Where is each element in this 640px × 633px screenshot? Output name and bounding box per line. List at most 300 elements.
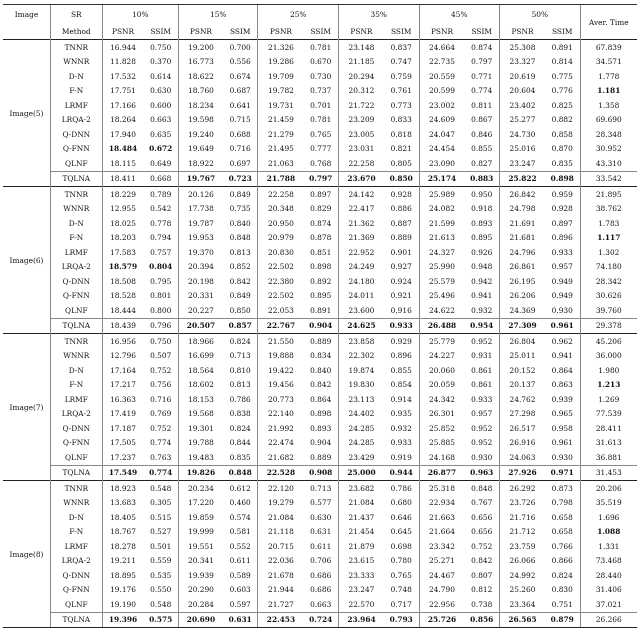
- ssim-cell: 0.501: [150, 541, 172, 551]
- ssim-cell: 0.932: [471, 305, 493, 315]
- psnr-cell: 22.258: [339, 156, 384, 171]
- table-row: [3, 156, 637, 171]
- psnr-cell: 21.664: [419, 525, 464, 540]
- psnr-cell: 21.063: [258, 156, 303, 171]
- ssim-cell: 0.771: [471, 71, 493, 81]
- ssim-cell: 0.957: [551, 262, 573, 272]
- psnr-cell: 24.609: [419, 113, 464, 128]
- method-name: WNNR: [50, 349, 102, 364]
- time-cell: 1.358: [580, 98, 637, 113]
- method-name: D-N: [50, 510, 102, 525]
- psnr-cell: 20.331: [179, 289, 223, 304]
- psnr-cell: 17.738: [179, 202, 223, 217]
- psnr-cell: 24.180: [339, 274, 384, 289]
- ssim-cell: 0.878: [310, 233, 332, 243]
- ssim-cell: 0.858: [551, 129, 573, 139]
- ssim-cell: 0.924: [390, 276, 412, 286]
- psnr-cell: 19.999: [179, 525, 223, 540]
- psnr-cell: 20.312: [339, 84, 384, 99]
- psnr-cell: 23.005: [339, 127, 384, 142]
- table-row: [3, 84, 637, 99]
- time-cell: 20.206: [580, 481, 637, 496]
- ssim-cell: 0.897: [551, 218, 573, 228]
- ssim-cell: 0.603: [229, 585, 251, 595]
- psnr-cell: 22.474: [258, 436, 303, 451]
- ssim-cell: 0.767: [471, 498, 493, 508]
- ssim-cell: 0.735: [229, 204, 251, 214]
- image-group-label: Image(6): [3, 187, 50, 334]
- psnr-cell: 21.495: [258, 142, 303, 157]
- psnr-cell: 22.417: [339, 202, 384, 217]
- psnr-cell: 21.084: [258, 510, 303, 525]
- ssim-cell: 0.895: [471, 233, 493, 243]
- psnr-cell: 24.798: [500, 202, 545, 217]
- psnr-cell: 22.036: [258, 554, 303, 569]
- ssim-cell: 0.805: [390, 158, 412, 168]
- ssim-cell: 0.931: [471, 351, 493, 361]
- ssim-cell: 0.848: [223, 465, 258, 481]
- ssim-cell: 0.891: [545, 40, 580, 55]
- time-cell: 77.539: [580, 407, 637, 422]
- ssim-cell: 0.889: [303, 334, 338, 349]
- ssim-cell: 0.921: [390, 291, 412, 301]
- psnr-cell: 25.885: [419, 436, 464, 451]
- ssim-cell: 0.686: [310, 570, 332, 580]
- ssim-cell: 0.752: [150, 365, 172, 375]
- rate-header-15: 15%: [179, 5, 258, 24]
- psnr-cell: 20.126: [179, 187, 223, 202]
- ssim-cell: 0.810: [229, 365, 251, 375]
- method-name: WNNR: [50, 202, 102, 217]
- ssim-cell: 0.952: [464, 334, 499, 349]
- ssim-cell: 0.935: [390, 409, 412, 419]
- ssim-cell: 0.908: [303, 465, 338, 481]
- ssim-header: SSIM: [310, 26, 331, 36]
- ssim-cell: 0.926: [471, 247, 493, 257]
- table-row: [3, 216, 637, 231]
- ssim-cell: 0.957: [471, 409, 493, 419]
- ssim-cell: 0.933: [390, 438, 412, 448]
- psnr-cell: 22.380: [258, 274, 303, 289]
- ssim-cell: 0.646: [390, 512, 412, 522]
- psnr-cell: 24.047: [419, 127, 464, 142]
- psnr-cell: 20.950: [258, 216, 303, 231]
- method-name: TNNR: [50, 334, 102, 349]
- ssim-cell: 0.949: [551, 276, 573, 286]
- table-row: [3, 334, 637, 349]
- psnr-cell: 18.405: [102, 510, 143, 525]
- method-name: QLNF: [50, 597, 102, 612]
- ssim-cell: 0.874: [464, 40, 499, 55]
- psnr-cell: 18.115: [102, 156, 143, 171]
- psnr-cell: 20.290: [179, 583, 223, 598]
- ssim-cell: 0.898: [310, 262, 332, 272]
- sr-header: SR: [50, 5, 102, 24]
- psnr-cell: 17.187: [102, 421, 143, 436]
- psnr-header: PSNR: [258, 23, 303, 40]
- time-cell: 67.839: [580, 40, 637, 55]
- psnr-cell: 24.454: [419, 142, 464, 157]
- ssim-cell: 0.680: [390, 498, 412, 508]
- psnr-cell: 20.604: [500, 84, 545, 99]
- ssim-cell: 0.850: [229, 305, 251, 315]
- method-name: WNNR: [50, 55, 102, 70]
- psnr-cell: 19.826: [179, 465, 223, 481]
- time-cell: 28.342: [580, 274, 637, 289]
- ssim-cell: 0.781: [310, 115, 332, 125]
- psnr-cell: 26.195: [500, 274, 545, 289]
- ssim-cell: 0.688: [229, 129, 251, 139]
- ssim-cell: 0.630: [310, 512, 332, 522]
- ssim-cell: 0.776: [551, 86, 573, 96]
- time-cell: 1.302: [580, 245, 637, 260]
- method-name: D-N: [50, 69, 102, 84]
- method-name: TNNR: [50, 187, 102, 202]
- ssim-cell: 0.612: [223, 481, 258, 496]
- ssim-header: SSIM: [229, 26, 251, 36]
- psnr-cell: 17.237: [102, 450, 143, 465]
- psnr-cell: 25.990: [419, 260, 464, 275]
- psnr-cell: 21.681: [500, 231, 545, 246]
- ssim-cell: 0.769: [150, 409, 172, 419]
- psnr-cell: 22.258: [258, 187, 303, 202]
- ssim-cell: 0.882: [551, 115, 573, 125]
- time-cell: 1.778: [580, 69, 637, 84]
- psnr-cell: 19.396: [102, 612, 143, 628]
- psnr-cell: 25.277: [500, 113, 545, 128]
- ssim-cell: 0.818: [390, 129, 412, 139]
- psnr-cell: 24.622: [419, 303, 464, 318]
- ssim-cell: 0.844: [229, 438, 251, 448]
- ssim-cell: 0.730: [310, 71, 332, 81]
- table-row: [3, 98, 637, 113]
- ssim-cell: 0.919: [390, 452, 412, 462]
- psnr-cell: 22.120: [258, 481, 303, 496]
- psnr-cell: 27.309: [500, 318, 545, 334]
- ssim-cell: 0.737: [310, 86, 332, 96]
- psnr-cell: 24.342: [419, 392, 464, 407]
- psnr-cell: 21.599: [419, 216, 464, 231]
- psnr-cell: 19.830: [339, 378, 384, 393]
- table-row: [3, 231, 637, 246]
- ssim-cell: 0.942: [471, 276, 493, 286]
- ssim-cell: 0.614: [150, 71, 172, 81]
- ssim-cell: 0.670: [310, 57, 332, 67]
- psnr-cell: 19.888: [258, 349, 303, 364]
- psnr-cell: 22.956: [419, 597, 464, 612]
- psnr-cell: 19.240: [179, 127, 223, 142]
- ssim-cell: 0.370: [150, 57, 172, 67]
- ssim-cell: 0.963: [464, 465, 499, 481]
- psnr-cell: 19.731: [258, 98, 303, 113]
- ssim-cell: 0.930: [471, 452, 493, 462]
- time-cell: 1.269: [580, 392, 637, 407]
- ssim-cell: 0.600: [150, 100, 172, 110]
- psnr-cell: 20.152: [500, 363, 545, 378]
- ssim-cell: 0.857: [223, 318, 258, 334]
- method-name: LRMF: [50, 392, 102, 407]
- psnr-cell: 23.342: [419, 539, 464, 554]
- ssim-cell: 0.928: [551, 204, 573, 214]
- time-cell: 38.762: [580, 202, 637, 217]
- table-row: [3, 113, 637, 128]
- image-header: Image: [3, 5, 50, 24]
- ssim-cell: 0.611: [229, 556, 251, 566]
- table-row: [3, 274, 637, 289]
- psnr-cell: 18.564: [179, 363, 223, 378]
- ssim-cell: 0.962: [545, 334, 580, 349]
- psnr-cell: 20.715: [258, 539, 303, 554]
- table-row: [3, 583, 637, 598]
- method-name: Q-DNN: [50, 127, 102, 142]
- ssim-cell: 0.883: [464, 171, 499, 187]
- psnr-cell: 20.559: [419, 69, 464, 84]
- ssim-cell: 0.748: [390, 585, 412, 595]
- time-cell: 35.519: [580, 496, 637, 511]
- psnr-cell: 22.570: [339, 597, 384, 612]
- psnr-cell: 18.278: [102, 539, 143, 554]
- psnr-cell: 17.166: [102, 98, 143, 113]
- psnr-cell: 17.505: [102, 436, 143, 451]
- ssim-cell: 0.697: [229, 158, 251, 168]
- psnr-cell: 17.940: [102, 127, 143, 142]
- psnr-cell: 22.735: [419, 55, 464, 70]
- ssim-cell: 0.542: [150, 204, 172, 214]
- psnr-cell: 20.690: [179, 612, 223, 628]
- psnr-cell: 17.217: [102, 378, 143, 393]
- psnr-cell: 21.084: [339, 496, 384, 511]
- psnr-cell: 23.964: [339, 612, 384, 628]
- psnr-cell: 17.532: [102, 69, 143, 84]
- ssim-cell: 0.893: [310, 423, 332, 433]
- ssim-cell: 0.856: [464, 612, 499, 628]
- psnr-cell: 25.000: [339, 465, 384, 481]
- ssim-cell: 0.837: [384, 40, 419, 55]
- psnr-cell: 22.140: [258, 407, 303, 422]
- ssim-cell: 0.305: [150, 498, 172, 508]
- method-name: F-N: [50, 525, 102, 540]
- ssim-cell: 0.645: [390, 527, 412, 537]
- table-row: [3, 171, 637, 187]
- ssim-cell: 0.891: [310, 305, 332, 315]
- method-name: F-N: [50, 231, 102, 246]
- ssim-cell: 0.656: [471, 512, 493, 522]
- table-row: [3, 450, 637, 465]
- ssim-cell: 0.904: [310, 438, 332, 448]
- rate-header-50: 50%: [500, 5, 581, 24]
- psnr-cell: 16.956: [102, 334, 143, 349]
- psnr-cell: 19.370: [179, 245, 223, 260]
- ssim-cell: 0.535: [150, 570, 172, 580]
- ssim-cell: 0.751: [551, 599, 573, 609]
- ssim-cell: 0.824: [551, 570, 573, 580]
- ssim-cell: 0.840: [310, 365, 332, 375]
- psnr-cell: 24.327: [419, 245, 464, 260]
- psnr-cell: 18.411: [102, 171, 143, 187]
- ssim-cell: 0.635: [150, 129, 172, 139]
- table-row: [3, 127, 637, 142]
- method-name: Q-DNN: [50, 568, 102, 583]
- psnr-cell: 20.294: [339, 69, 384, 84]
- psnr-cell: 22.502: [258, 260, 303, 275]
- ssim-cell: 0.515: [150, 512, 172, 522]
- ssim-cell: 0.811: [471, 100, 493, 110]
- psnr-cell: 21.550: [258, 334, 303, 349]
- ssim-cell: 0.715: [229, 115, 251, 125]
- psnr-cell: 17.583: [102, 245, 143, 260]
- time-cell: 1.980: [580, 363, 637, 378]
- table-row: [3, 363, 637, 378]
- ssim-cell: 0.641: [229, 100, 251, 110]
- psnr-cell: 17.549: [102, 465, 143, 481]
- ssim-cell: 0.630: [150, 86, 172, 96]
- time-cell: 1.696: [580, 510, 637, 525]
- rate-header-25: 25%: [258, 5, 339, 24]
- time-cell: 28.348: [580, 127, 637, 142]
- psnr-cell: 19.301: [179, 421, 223, 436]
- psnr-cell: 25.496: [419, 289, 464, 304]
- table-row: [3, 436, 637, 451]
- psnr-cell: 18.203: [102, 231, 143, 246]
- psnr-cell: 26.517: [500, 421, 545, 436]
- table-row: [3, 378, 637, 393]
- time-cell: 31.406: [580, 583, 637, 598]
- ssim-cell: 0.789: [143, 187, 178, 202]
- ssim-cell: 0.861: [471, 365, 493, 375]
- ssim-cell: 0.930: [551, 305, 573, 315]
- ssim-cell: 0.824: [223, 334, 258, 349]
- psnr-cell: 11.828: [102, 55, 143, 70]
- ssim-cell: 0.807: [471, 570, 493, 580]
- ssim-cell: 0.797: [303, 171, 338, 187]
- psnr-cell: 19.788: [179, 436, 223, 451]
- image-header-blank: [3, 23, 50, 40]
- ssim-cell: 0.548: [143, 481, 178, 496]
- psnr-cell: 20.341: [179, 554, 223, 569]
- psnr-cell: 24.249: [339, 260, 384, 275]
- psnr-cell: 25.308: [500, 40, 545, 55]
- psnr-cell: 24.011: [339, 289, 384, 304]
- table-row: [3, 421, 637, 436]
- psnr-cell: 21.369: [339, 231, 384, 246]
- ssim-cell: 0.556: [229, 57, 251, 67]
- psnr-cell: 24.762: [500, 392, 545, 407]
- psnr-cell: 17.220: [179, 496, 223, 511]
- ssim-cell: 0.658: [551, 512, 573, 522]
- ssim-cell: 0.904: [303, 318, 338, 334]
- ssim-cell: 0.766: [551, 541, 573, 551]
- psnr-cell: 23.247: [500, 156, 545, 171]
- ssim-cell: 0.889: [310, 452, 332, 462]
- ssim-cell: 0.780: [390, 556, 412, 566]
- psnr-cell: 26.916: [500, 436, 545, 451]
- psnr-cell: 23.002: [419, 98, 464, 113]
- ssim-cell: 0.830: [551, 585, 573, 595]
- ssim-cell: 0.901: [390, 247, 412, 257]
- psnr-cell: 21.437: [339, 510, 384, 525]
- ssim-cell: 0.797: [471, 57, 493, 67]
- psnr-cell: 18.622: [179, 69, 223, 84]
- ssim-cell: 0.916: [390, 305, 412, 315]
- ssim-cell: 0.813: [229, 247, 251, 257]
- ssim-cell: 0.866: [551, 556, 573, 566]
- time-cell: 37.021: [580, 597, 637, 612]
- avg-time-header: Aver. Time: [580, 5, 637, 40]
- psnr-cell: 27.926: [500, 465, 545, 481]
- psnr-cell: 18.264: [102, 113, 143, 128]
- ssim-cell: 0.786: [229, 394, 251, 404]
- ssim-cell: 0.897: [303, 187, 338, 202]
- psnr-cell: 24.168: [419, 450, 464, 465]
- time-cell: 45.206: [580, 334, 637, 349]
- psnr-cell: 20.348: [258, 202, 303, 217]
- psnr-cell: 26.861: [500, 260, 545, 275]
- psnr-cell: 17.751: [102, 84, 143, 99]
- psnr-cell: 25.260: [500, 583, 545, 598]
- psnr-cell: 19.211: [102, 554, 143, 569]
- psnr-cell: 26.301: [419, 407, 464, 422]
- ssim-cell: 0.887: [390, 218, 412, 228]
- ssim-cell: 0.756: [150, 380, 172, 390]
- ssim-cell: 0.933: [471, 394, 493, 404]
- ssim-cell: 0.929: [384, 334, 419, 349]
- method-header: Method: [50, 23, 102, 40]
- method-name: LRQA-2: [50, 554, 102, 569]
- method-name: Q-FNN: [50, 142, 102, 157]
- table-row: [3, 260, 637, 275]
- psnr-cell: 21.716: [500, 510, 545, 525]
- psnr-cell: 20.137: [500, 378, 545, 393]
- psnr-cell: 19.279: [258, 496, 303, 511]
- psnr-cell: 23.858: [339, 334, 384, 349]
- ssim-cell: 0.930: [551, 452, 573, 462]
- ssim-cell: 0.954: [464, 318, 499, 334]
- ssim-cell: 0.863: [551, 380, 573, 390]
- ssim-cell: 0.752: [471, 541, 493, 551]
- psnr-cell: 18.234: [179, 98, 223, 113]
- ssim-cell: 0.829: [310, 204, 332, 214]
- time-cell: 1.117: [580, 231, 637, 246]
- ssim-cell: 0.794: [150, 233, 172, 243]
- psnr-cell: 21.879: [339, 539, 384, 554]
- ssim-header: SSIM: [552, 26, 573, 36]
- ssim-cell: 0.874: [310, 218, 332, 228]
- psnr-cell: 27.298: [500, 407, 545, 422]
- ssim-cell: 0.889: [390, 233, 412, 243]
- method-name: Q-DNN: [50, 421, 102, 436]
- psnr-cell: 22.952: [339, 245, 384, 260]
- psnr-cell: 21.454: [339, 525, 384, 540]
- psnr-cell: 21.712: [500, 525, 545, 540]
- psnr-cell: 24.142: [339, 187, 384, 202]
- ssim-cell: 0.674: [229, 71, 251, 81]
- table-row: [3, 539, 637, 554]
- psnr-cell: 20.227: [179, 303, 223, 318]
- psnr-cell: 20.830: [258, 245, 303, 260]
- psnr-cell: 18.579: [102, 260, 143, 275]
- psnr-cell: 21.944: [258, 583, 303, 598]
- ssim-cell: 0.886: [390, 204, 412, 214]
- psnr-cell: 19.953: [179, 231, 223, 246]
- psnr-cell: 23.209: [339, 113, 384, 128]
- psnr-cell: 18.439: [102, 318, 143, 334]
- ssim-cell: 0.950: [464, 187, 499, 202]
- ssim-cell: 0.552: [229, 541, 251, 551]
- ssim-cell: 0.589: [229, 570, 251, 580]
- method-name: TQLNA: [50, 465, 102, 481]
- time-cell: 30.626: [580, 289, 637, 304]
- psnr-cell: 19.859: [179, 510, 223, 525]
